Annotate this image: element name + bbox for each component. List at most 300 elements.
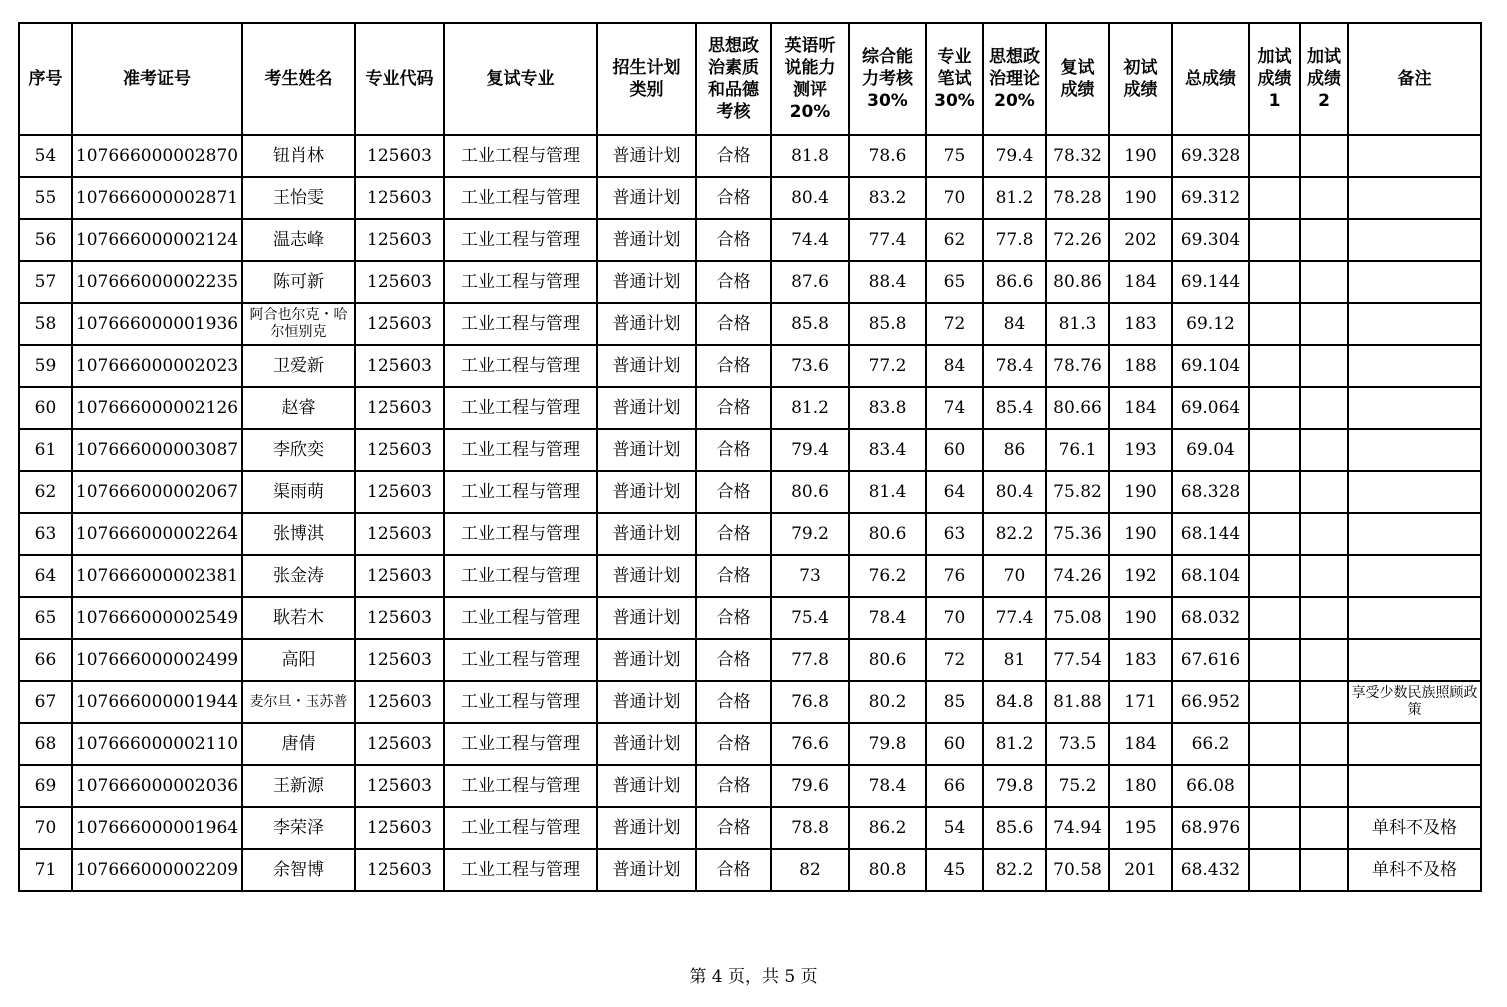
cell-written: 84 [926,345,983,387]
cell-extra-2 [1300,429,1348,471]
cell-extra-2 [1300,387,1348,429]
table-row [19,639,1481,681]
cell-total-score: 67.616 [1172,639,1249,681]
cell-extra-1 [1249,849,1300,891]
cell-total-score: 69.12 [1172,303,1249,345]
cell-name: 余智博 [242,849,355,891]
cell-name: 阿合也尔克・哈尔恒别克 [242,303,355,345]
cell-retest-score: 75.82 [1046,471,1109,513]
cell-major-code: 125603 [355,471,444,513]
cell-political-theory: 84.8 [983,681,1046,723]
table-row [19,471,1481,513]
cell-political-quality: 合格 [696,639,771,681]
cell-political-theory: 81 [983,639,1046,681]
cell-political-quality: 合格 [696,177,771,219]
cell-extra-1 [1249,429,1300,471]
cell-seq: 67 [19,681,72,723]
cell-political-quality: 合格 [696,303,771,345]
cell-major-code: 125603 [355,303,444,345]
cell-seq: 60 [19,387,72,429]
cell-name: 唐倩 [242,723,355,765]
cell-remarks: 单科不及格 [1348,807,1481,849]
cell-remarks [1348,261,1481,303]
cell-political-quality: 合格 [696,681,771,723]
cell-total-score: 69.328 [1172,135,1249,177]
cell-total-score: 69.312 [1172,177,1249,219]
cell-political-quality: 合格 [696,723,771,765]
cell-english-oral: 74.4 [771,219,849,261]
cell-political-theory: 81.2 [983,177,1046,219]
cell-comprehensive: 76.2 [849,555,926,597]
cell-name: 张博淇 [242,513,355,555]
cell-extra-2 [1300,261,1348,303]
cell-total-score: 66.08 [1172,765,1249,807]
cell-remarks [1348,723,1481,765]
cell-political-theory: 80.4 [983,471,1046,513]
cell-initial-score: 188 [1109,345,1172,387]
cell-exam-id: 107666000002209 [72,849,242,891]
cell-english-oral: 79.6 [771,765,849,807]
cell-major-code: 125603 [355,135,444,177]
cell-retest-score: 75.08 [1046,597,1109,639]
cell-retest-score: 80.86 [1046,261,1109,303]
cell-exam-id: 107666000002381 [72,555,242,597]
cell-major-code: 125603 [355,177,444,219]
cell-extra-2 [1300,177,1348,219]
cell-political-quality: 合格 [696,387,771,429]
cell-exam-id: 107666000002110 [72,723,242,765]
cell-major: 工业工程与管理 [444,303,597,345]
cell-remarks [1348,429,1481,471]
cell-political-theory: 78.4 [983,345,1046,387]
cell-comprehensive: 80.6 [849,639,926,681]
cell-exam-id: 107666000002235 [72,261,242,303]
cell-total-score: 68.432 [1172,849,1249,891]
cell-extra-1 [1249,681,1300,723]
cell-political-theory: 84 [983,303,1046,345]
score-table [18,22,1482,892]
cell-initial-score: 180 [1109,765,1172,807]
cell-initial-score: 190 [1109,471,1172,513]
cell-retest-score: 78.28 [1046,177,1109,219]
cell-seq: 63 [19,513,72,555]
cell-seq: 54 [19,135,72,177]
cell-initial-score: 184 [1109,387,1172,429]
cell-initial-score: 183 [1109,639,1172,681]
cell-plan-type: 普通计划 [597,723,696,765]
cell-total-score: 68.328 [1172,471,1249,513]
header-political-quality: 思想政 治素质 和品德 考核 [696,23,771,135]
cell-major: 工业工程与管理 [444,135,597,177]
cell-political-quality: 合格 [696,261,771,303]
cell-total-score: 69.104 [1172,345,1249,387]
cell-seq: 59 [19,345,72,387]
cell-retest-score: 74.94 [1046,807,1109,849]
header-initial-score: 初试 成绩 [1109,23,1172,135]
cell-extra-1 [1249,135,1300,177]
cell-name: 耿若木 [242,597,355,639]
cell-exam-id: 107666000001944 [72,681,242,723]
cell-major-code: 125603 [355,849,444,891]
cell-english-oral: 85.8 [771,303,849,345]
cell-retest-score: 75.36 [1046,513,1109,555]
cell-remarks [1348,177,1481,219]
cell-written: 76 [926,555,983,597]
cell-total-score: 68.976 [1172,807,1249,849]
cell-major: 工业工程与管理 [444,639,597,681]
cell-name: 张金涛 [242,555,355,597]
cell-comprehensive: 80.6 [849,513,926,555]
cell-political-theory: 77.4 [983,597,1046,639]
header-exam-id: 准考证号 [72,23,242,135]
table-row [19,429,1481,471]
cell-initial-score: 184 [1109,261,1172,303]
cell-retest-score: 73.5 [1046,723,1109,765]
cell-seq: 69 [19,765,72,807]
cell-major-code: 125603 [355,807,444,849]
cell-seq: 64 [19,555,72,597]
cell-remarks [1348,555,1481,597]
table-row [19,345,1481,387]
cell-english-oral: 77.8 [771,639,849,681]
cell-english-oral: 73 [771,555,849,597]
cell-remarks [1348,513,1481,555]
cell-extra-1 [1249,597,1300,639]
cell-plan-type: 普通计划 [597,135,696,177]
cell-major: 工业工程与管理 [444,765,597,807]
cell-extra-2 [1300,723,1348,765]
cell-political-theory: 79.8 [983,765,1046,807]
page-footer: 第 4 页，共 5 页 [689,967,818,987]
cell-written: 60 [926,429,983,471]
cell-english-oral: 87.6 [771,261,849,303]
cell-english-oral: 76.8 [771,681,849,723]
cell-name: 王怡雯 [242,177,355,219]
cell-comprehensive: 83.4 [849,429,926,471]
cell-written: 62 [926,219,983,261]
cell-english-oral: 76.6 [771,723,849,765]
cell-extra-2 [1300,765,1348,807]
cell-exam-id: 107666000002023 [72,345,242,387]
cell-major: 工业工程与管理 [444,345,597,387]
cell-major-code: 125603 [355,261,444,303]
cell-comprehensive: 78.4 [849,765,926,807]
cell-total-score: 69.064 [1172,387,1249,429]
cell-english-oral: 82 [771,849,849,891]
cell-extra-2 [1300,681,1348,723]
cell-major: 工业工程与管理 [444,555,597,597]
cell-name: 高阳 [242,639,355,681]
cell-english-oral: 78.8 [771,807,849,849]
cell-english-oral: 79.4 [771,429,849,471]
cell-retest-score: 72.26 [1046,219,1109,261]
cell-major: 工业工程与管理 [444,177,597,219]
cell-plan-type: 普通计划 [597,429,696,471]
cell-major-code: 125603 [355,639,444,681]
header-retest-score: 复试 成绩 [1046,23,1109,135]
cell-political-quality: 合格 [696,597,771,639]
cell-total-score: 69.04 [1172,429,1249,471]
table-row [19,387,1481,429]
cell-plan-type: 普通计划 [597,555,696,597]
cell-major: 工业工程与管理 [444,681,597,723]
cell-comprehensive: 83.2 [849,177,926,219]
header-written: 专业 笔试 30% [926,23,983,135]
cell-major: 工业工程与管理 [444,849,597,891]
cell-extra-2 [1300,807,1348,849]
cell-major: 工业工程与管理 [444,723,597,765]
cell-retest-score: 78.76 [1046,345,1109,387]
cell-major: 工业工程与管理 [444,513,597,555]
cell-written: 63 [926,513,983,555]
cell-political-theory: 82.2 [983,849,1046,891]
header-comprehensive: 综合能 力考核 30% [849,23,926,135]
cell-political-theory: 82.2 [983,513,1046,555]
table-row [19,261,1481,303]
cell-total-score: 68.032 [1172,597,1249,639]
cell-remarks [1348,387,1481,429]
cell-political-quality: 合格 [696,345,771,387]
cell-total-score: 69.144 [1172,261,1249,303]
cell-extra-1 [1249,471,1300,513]
cell-total-score: 69.304 [1172,219,1249,261]
cell-plan-type: 普通计划 [597,387,696,429]
table-row [19,723,1481,765]
header-english-oral: 英语听 说能力 测评 20% [771,23,849,135]
cell-total-score: 68.144 [1172,513,1249,555]
cell-extra-2 [1300,219,1348,261]
cell-written: 74 [926,387,983,429]
cell-initial-score: 201 [1109,849,1172,891]
cell-english-oral: 80.4 [771,177,849,219]
cell-exam-id: 107666000001964 [72,807,242,849]
cell-extra-2 [1300,303,1348,345]
cell-initial-score: 171 [1109,681,1172,723]
cell-remarks [1348,219,1481,261]
cell-exam-id: 107666000002870 [72,135,242,177]
cell-seq: 65 [19,597,72,639]
cell-seq: 58 [19,303,72,345]
cell-written: 72 [926,639,983,681]
cell-major: 工业工程与管理 [444,429,597,471]
cell-major-code: 125603 [355,555,444,597]
cell-political-quality: 合格 [696,765,771,807]
header-major: 复试专业 [444,23,597,135]
cell-written: 54 [926,807,983,849]
cell-extra-1 [1249,723,1300,765]
cell-extra-1 [1249,765,1300,807]
cell-extra-1 [1249,555,1300,597]
cell-major-code: 125603 [355,723,444,765]
cell-retest-score: 77.54 [1046,639,1109,681]
cell-extra-2 [1300,135,1348,177]
cell-retest-score: 80.66 [1046,387,1109,429]
cell-political-quality: 合格 [696,555,771,597]
cell-major-code: 125603 [355,345,444,387]
cell-remarks [1348,135,1481,177]
cell-major-code: 125603 [355,429,444,471]
header-remarks: 备注 [1348,23,1481,135]
cell-remarks [1348,303,1481,345]
cell-initial-score: 184 [1109,723,1172,765]
cell-extra-1 [1249,807,1300,849]
cell-written: 70 [926,177,983,219]
table-header-row [19,23,1481,135]
cell-seq: 68 [19,723,72,765]
cell-comprehensive: 79.8 [849,723,926,765]
cell-remarks [1348,345,1481,387]
cell-major: 工业工程与管理 [444,387,597,429]
cell-written: 72 [926,303,983,345]
cell-name: 李欣奕 [242,429,355,471]
cell-seq: 62 [19,471,72,513]
cell-plan-type: 普通计划 [597,807,696,849]
cell-political-theory: 86 [983,429,1046,471]
cell-english-oral: 75.4 [771,597,849,639]
cell-name: 赵睿 [242,387,355,429]
cell-exam-id: 107666000002499 [72,639,242,681]
cell-comprehensive: 77.2 [849,345,926,387]
cell-comprehensive: 80.2 [849,681,926,723]
table-row [19,303,1481,345]
cell-english-oral: 80.6 [771,471,849,513]
cell-english-oral: 81.2 [771,387,849,429]
cell-seq: 70 [19,807,72,849]
cell-exam-id: 107666000003087 [72,429,242,471]
cell-major: 工业工程与管理 [444,471,597,513]
cell-initial-score: 193 [1109,429,1172,471]
cell-comprehensive: 83.8 [849,387,926,429]
cell-plan-type: 普通计划 [597,849,696,891]
cell-major-code: 125603 [355,681,444,723]
cell-initial-score: 192 [1109,555,1172,597]
table-row [19,135,1481,177]
cell-extra-2 [1300,597,1348,639]
table-row [19,555,1481,597]
cell-written: 66 [926,765,983,807]
cell-plan-type: 普通计划 [597,765,696,807]
cell-plan-type: 普通计划 [597,639,696,681]
header-total-score: 总成绩 [1172,23,1249,135]
cell-political-quality: 合格 [696,513,771,555]
cell-exam-id: 107666000001936 [72,303,242,345]
cell-written: 75 [926,135,983,177]
cell-remarks: 单科不及格 [1348,849,1481,891]
cell-seq: 66 [19,639,72,681]
cell-exam-id: 107666000002549 [72,597,242,639]
cell-total-score: 66.2 [1172,723,1249,765]
cell-english-oral: 81.8 [771,135,849,177]
cell-comprehensive: 86.2 [849,807,926,849]
header-extra-1: 加试 成绩 1 [1249,23,1300,135]
header-name: 考生姓名 [242,23,355,135]
cell-name: 卫爱新 [242,345,355,387]
cell-initial-score: 202 [1109,219,1172,261]
cell-extra-1 [1249,513,1300,555]
cell-name: 王新源 [242,765,355,807]
cell-political-quality: 合格 [696,429,771,471]
cell-political-theory: 85.6 [983,807,1046,849]
cell-comprehensive: 88.4 [849,261,926,303]
cell-major: 工业工程与管理 [444,807,597,849]
cell-retest-score: 78.32 [1046,135,1109,177]
cell-remarks [1348,765,1481,807]
cell-written: 65 [926,261,983,303]
cell-total-score: 66.952 [1172,681,1249,723]
header-plan-type: 招生计划 类别 [597,23,696,135]
cell-plan-type: 普通计划 [597,303,696,345]
cell-plan-type: 普通计划 [597,345,696,387]
cell-extra-2 [1300,471,1348,513]
cell-initial-score: 190 [1109,513,1172,555]
cell-extra-1 [1249,261,1300,303]
cell-comprehensive: 78.6 [849,135,926,177]
header-extra-2: 加试 成绩 2 [1300,23,1348,135]
cell-extra-2 [1300,513,1348,555]
cell-extra-1 [1249,387,1300,429]
cell-remarks: 享受少数民族照顾政策 [1348,681,1481,723]
cell-english-oral: 73.6 [771,345,849,387]
cell-plan-type: 普通计划 [597,219,696,261]
cell-remarks [1348,471,1481,513]
cell-political-theory: 86.6 [983,261,1046,303]
cell-seq: 57 [19,261,72,303]
cell-extra-2 [1300,639,1348,681]
cell-extra-1 [1249,219,1300,261]
table-row [19,765,1481,807]
table-row [19,681,1481,723]
cell-english-oral: 79.2 [771,513,849,555]
cell-written: 85 [926,681,983,723]
cell-remarks [1348,639,1481,681]
cell-exam-id: 107666000002067 [72,471,242,513]
header-seq: 序号 [19,23,72,135]
cell-political-quality: 合格 [696,849,771,891]
cell-exam-id: 107666000002124 [72,219,242,261]
cell-initial-score: 183 [1109,303,1172,345]
cell-comprehensive: 85.8 [849,303,926,345]
cell-initial-score: 190 [1109,135,1172,177]
header-major-code: 专业代码 [355,23,444,135]
cell-major: 工业工程与管理 [444,597,597,639]
cell-political-theory: 77.8 [983,219,1046,261]
cell-major-code: 125603 [355,597,444,639]
cell-retest-score: 70.58 [1046,849,1109,891]
cell-retest-score: 75.2 [1046,765,1109,807]
cell-initial-score: 195 [1109,807,1172,849]
cell-plan-type: 普通计划 [597,681,696,723]
cell-exam-id: 107666000002126 [72,387,242,429]
cell-political-quality: 合格 [696,219,771,261]
cell-plan-type: 普通计划 [597,513,696,555]
cell-seq: 55 [19,177,72,219]
cell-exam-id: 107666000002036 [72,765,242,807]
cell-exam-id: 107666000002871 [72,177,242,219]
cell-initial-score: 190 [1109,177,1172,219]
cell-plan-type: 普通计划 [597,597,696,639]
cell-extra-2 [1300,555,1348,597]
cell-major: 工业工程与管理 [444,219,597,261]
cell-political-theory: 81.2 [983,723,1046,765]
table-row [19,219,1481,261]
cell-major-code: 125603 [355,765,444,807]
cell-name: 李荣泽 [242,807,355,849]
cell-name: 陈可新 [242,261,355,303]
cell-major: 工业工程与管理 [444,261,597,303]
cell-extra-2 [1300,345,1348,387]
cell-remarks [1348,597,1481,639]
cell-political-quality: 合格 [696,135,771,177]
